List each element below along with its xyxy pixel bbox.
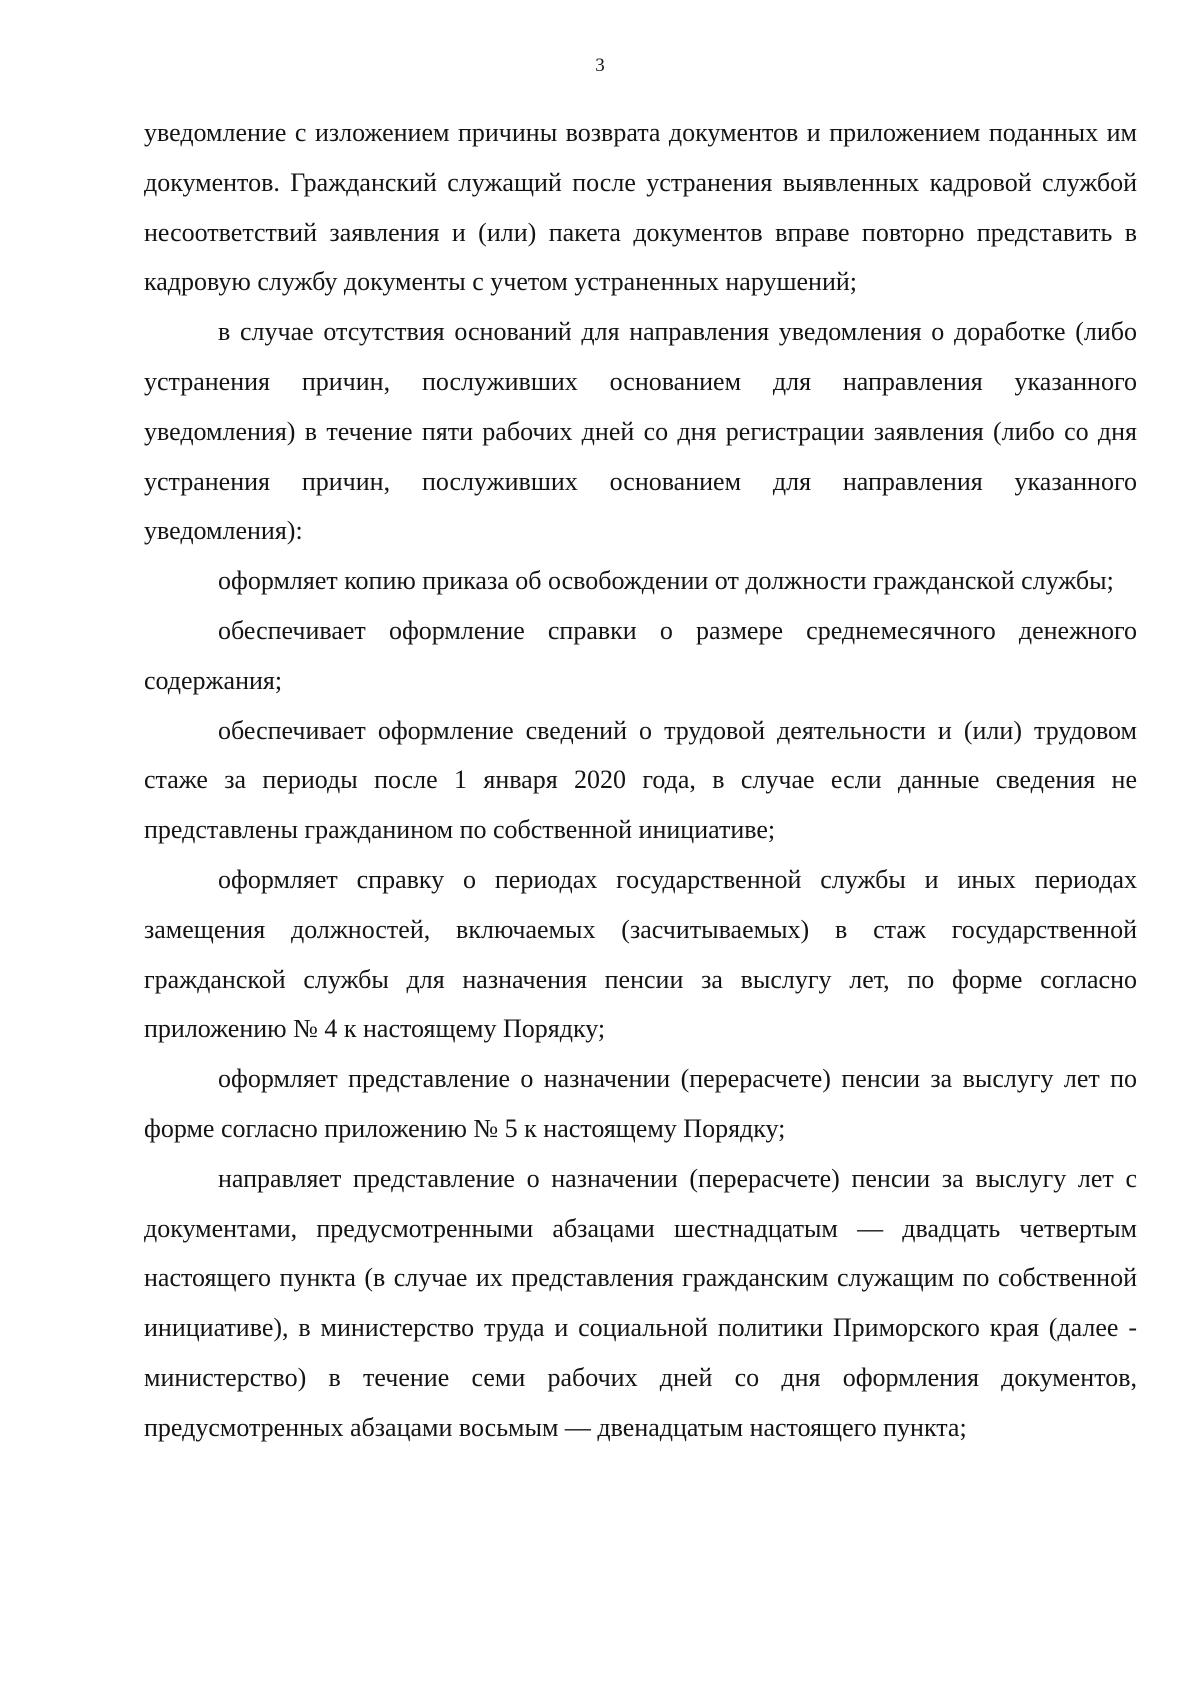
paragraph-return-notice: уведомление с изложением причины возврата документов и приложением поданных им документов. Гражданский служащий после устранения выявленных кадровой службой несоответствий заявления и (или) пакета документов вправе повторно представить в кадровую службу документы с учетом устраненных нарушений; xyxy=(144,118,1137,297)
paragraph-labor-activity-info: обеспечивает оформление сведений о трудовой деятельности и (или) трудовом стаже за периоды после 1 января 2020 года, в случае если данные сведения не представлены гражданином по собственной инициативе; xyxy=(144,715,1137,845)
paragraph-service-periods-certificate: оформляет справку о периодах государственной службы и иных периодах замещения должностей, включаемых (засчитываемых) в стаж государственной гражданской службы для назначения пенсии за выслугу лет, по форме согласно приложению № 4 к настоящему Порядку; xyxy=(144,864,1137,1044)
paragraph-submission-to-ministry: направляет представление о назначении (перерасчете) пенсии за выслугу лет с документами, предусмотренными абзацами шестнадцатым — двадцать четвертым настоящего пункта (в случае их представления гражданским служащим по собственной инициативе), в министерство труда и социальной политики Приморского края (далее - министерство) в течение семи рабочих дней со дня оформления документов, предусмотренных абзацами восьмым — двенадцатым настоящего пункта; xyxy=(144,1163,1137,1442)
page-number: 3 xyxy=(595,55,605,76)
paragraph-pension-submission-form: оформляет представление о назначении (перерасчете) пенсии за выслугу лет по форме согласно приложению № 5 к настоящему Порядку; xyxy=(144,1064,1137,1143)
paragraph-no-grounds-condition: в случае отсутствия оснований для направления уведомления о доработке (либо устранения причин, послуживших основанием для направления указанного уведомления) в течение пяти рабочих дней со дня регистрации заявления (либо со дня устранения причин, послуживших основанием для направления указанного уведомления): xyxy=(144,317,1137,546)
document-body xyxy=(144,108,1137,1453)
paragraph-salary-certificate: обеспечивает оформление справки о размере среднемесячного денежного содержания; xyxy=(144,615,1137,695)
paragraph-order-copy: оформляет копию приказа об освобождении от должности гражданской службы; xyxy=(218,566,1114,596)
